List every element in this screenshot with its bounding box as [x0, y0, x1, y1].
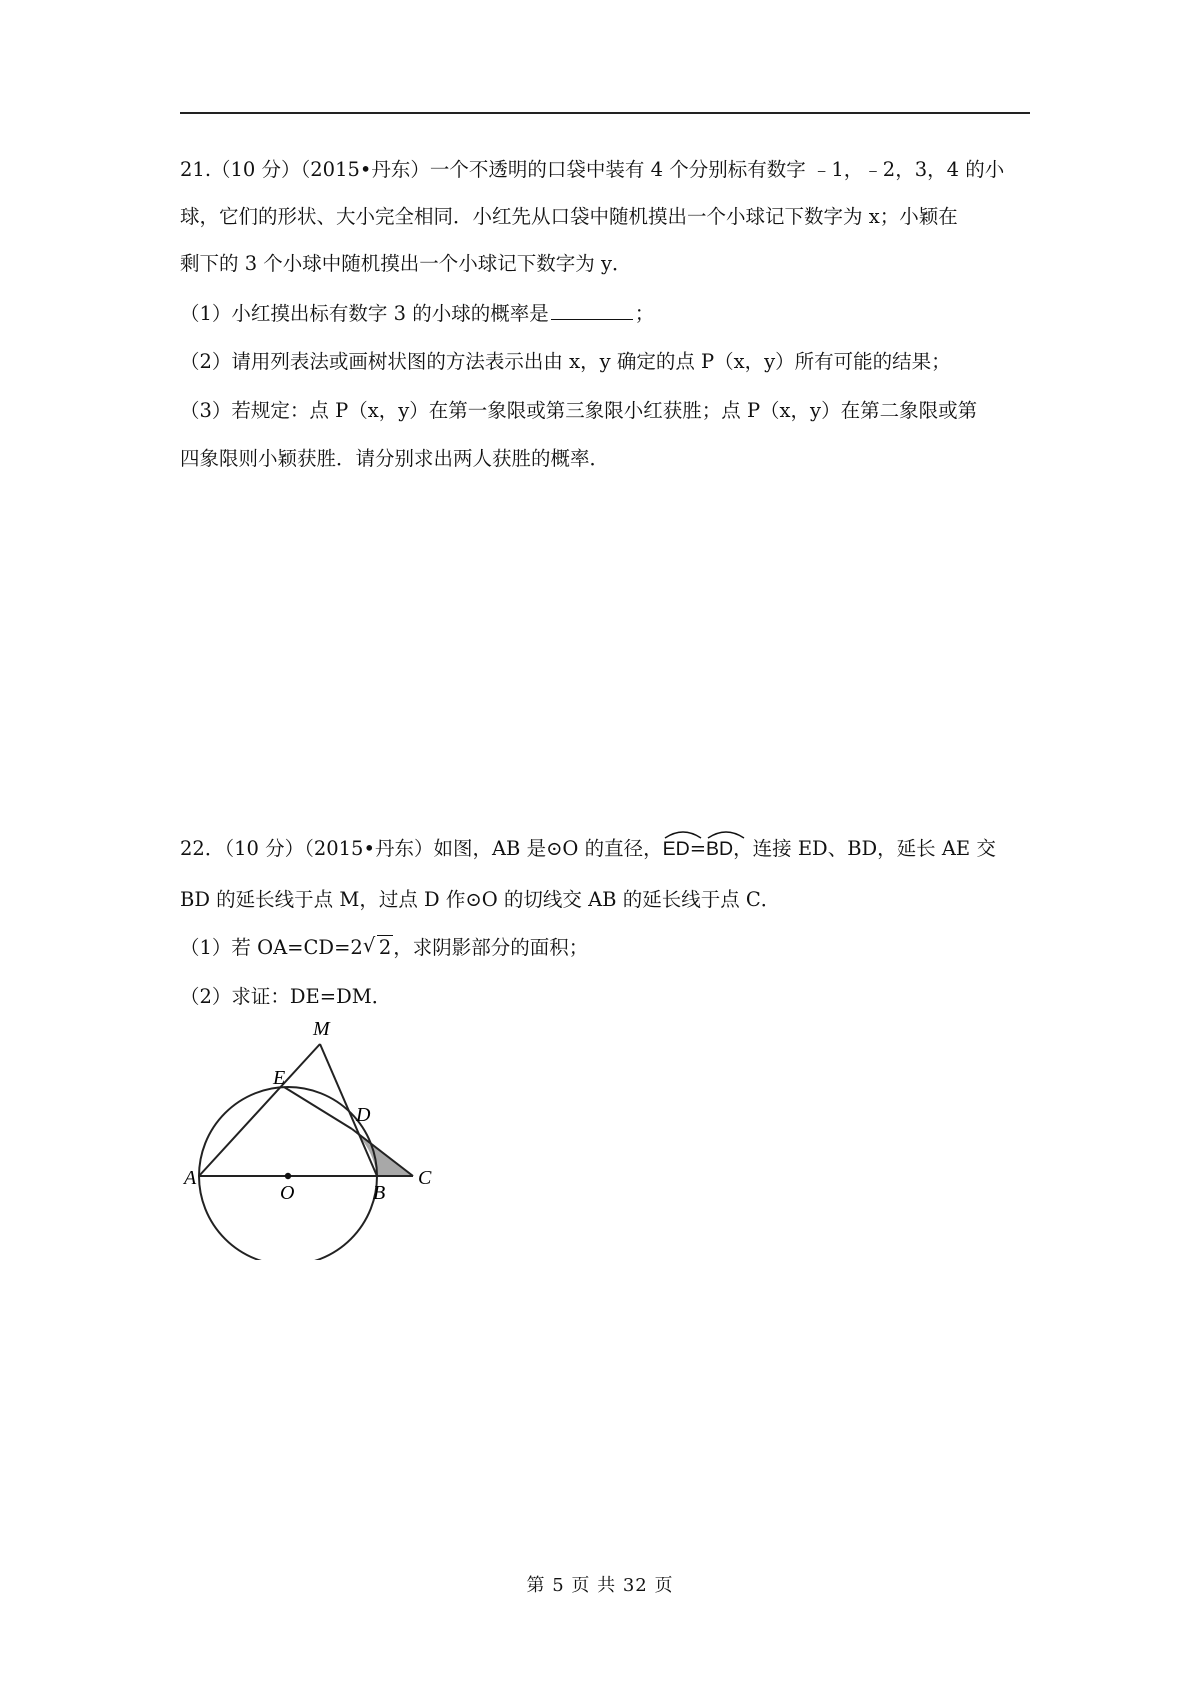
- question-1-end: ；: [634, 302, 655, 325]
- question-1-end: ，求阴影部分的面积；: [393, 936, 589, 959]
- problem-21-line-1: 21.（10 分）（2015•丹东）一个不透明的口袋中装有 4 个分别标有数字 ﹣1，﹣2，3，4 的小: [180, 158, 1005, 181]
- arc-ed: [663, 835, 690, 860]
- arc-bd: [706, 835, 733, 860]
- problem-21-question-3-line-1: （3）若规定：点 P（x，y）在第一象限或第三象限小红获胜；点 P（x，y）在第二象限或第: [180, 399, 978, 422]
- problem-22-question-2: （2）求证：DE=DM．: [180, 985, 392, 1008]
- label-m: M: [313, 1018, 330, 1040]
- question-1-text: （1）小红摸出标有数字 3 的小球的概率是: [180, 302, 549, 325]
- equals-sign: =: [689, 837, 707, 860]
- problem-21-question-3-line-2: 四象限则小颖获胜．请分别求出两人获胜的概率．: [180, 447, 610, 470]
- header-rule: [180, 112, 1030, 114]
- figure-svg: [180, 1010, 440, 1260]
- center-point: [285, 1173, 291, 1179]
- arc-ed-mark: [663, 829, 703, 839]
- arc-bd-label: BD: [706, 838, 734, 860]
- sqrt-expression: [362, 934, 393, 959]
- problem-22-line-1-end: ，连接 ED、BD，延长 AE 交: [733, 837, 996, 860]
- label-a: A: [184, 1167, 197, 1189]
- arc-bd-mark: [706, 829, 746, 839]
- sqrt-radicand: 2: [378, 936, 392, 959]
- label-b: B: [373, 1182, 386, 1204]
- problem-21-question-2: （2）请用列表法或画树状图的方法表示出由 x，y 确定的点 P（x，y）所有可能的结果；: [180, 350, 951, 373]
- label-o: O: [280, 1182, 295, 1204]
- arc-ed-label: ED: [662, 838, 690, 860]
- answer-blank: [551, 303, 633, 320]
- problem-22-line-1-start: 22．（10 分）（2015•丹东）如图，AB 是⊙O 的直径，: [180, 837, 663, 860]
- problem-22-question-1: [180, 934, 589, 959]
- page-footer: 第 5 页 共 32 页: [526, 1575, 674, 1596]
- question-1-text: （1）若 OA=CD=2: [180, 936, 363, 959]
- problem-22-line-2: BD 的延长线于点 M，过点 D 作⊙O 的切线交 AB 的延长线于点 C．: [180, 888, 781, 911]
- problem-21-line-2: 球，它们的形状、大小完全相同．小红先从口袋中随机摸出一个小球记下数字为 x；小颖在: [180, 205, 958, 228]
- label-d: D: [356, 1104, 371, 1126]
- problem-21-line-3: 剩下的 3 个小球中随机摸出一个小球记下数字为 y．: [180, 252, 632, 275]
- sqrt-icon: √: [362, 934, 376, 957]
- problem-21-question-1: [180, 303, 654, 324]
- line-am: [199, 1044, 320, 1176]
- label-c: C: [418, 1167, 432, 1189]
- problem-22-line-1: [180, 835, 996, 860]
- label-e: E: [273, 1067, 286, 1089]
- circle-geometry-figure: [180, 1010, 440, 1260]
